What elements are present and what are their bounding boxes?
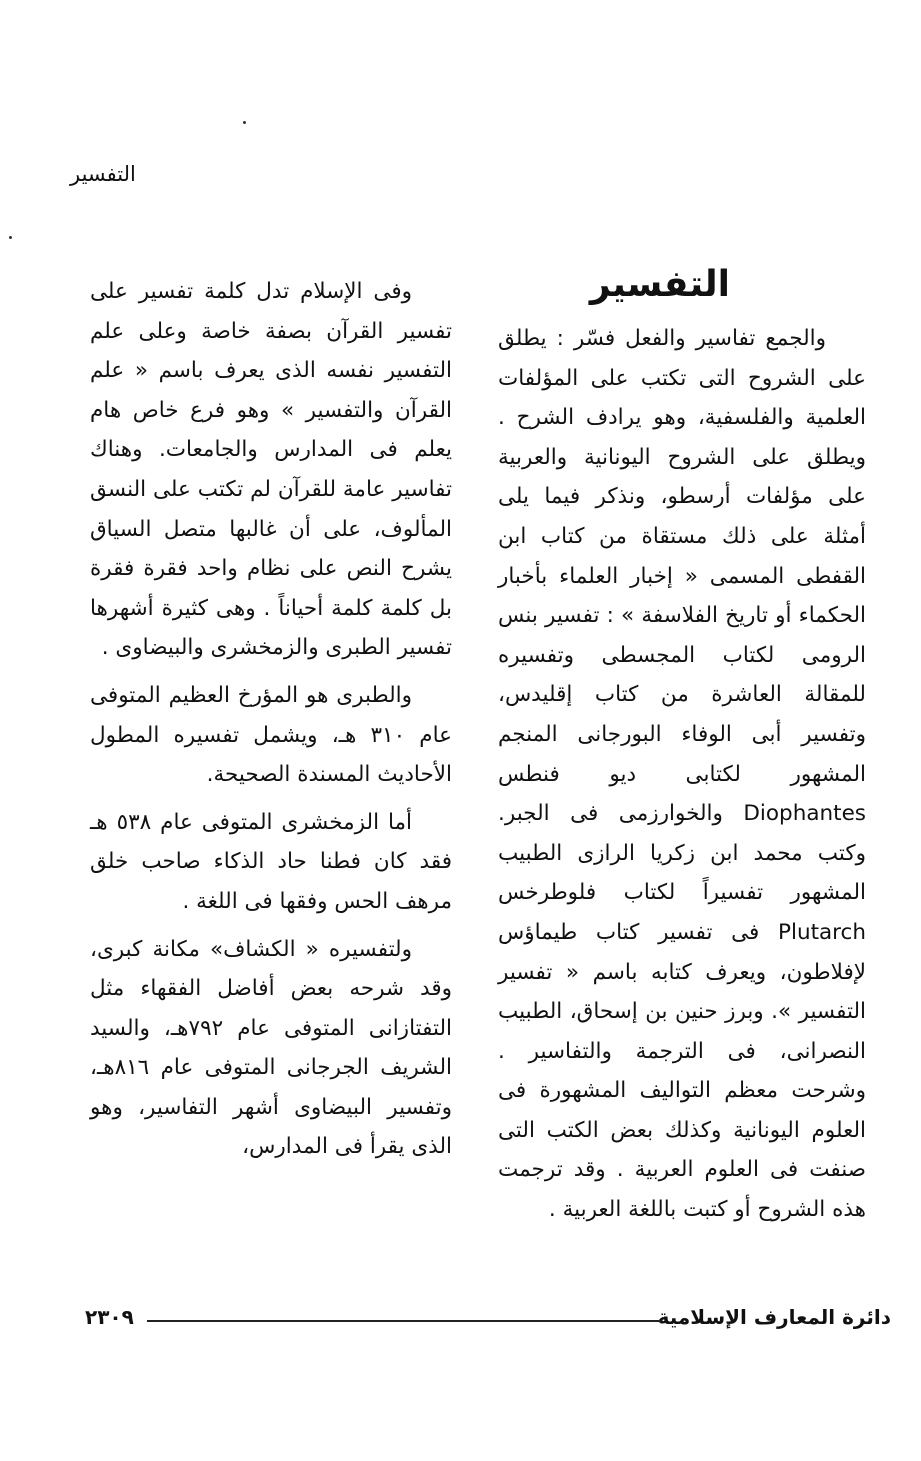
article-title: التفسير: [589, 264, 730, 305]
paragraph: والجمع تفاسير والفعل فسّر : يطلق على الشروح التى تكتب على المؤلفات العلمية والفلسفية، وهو يرادف الشرح . ويطلق على الشروح اليونانية والعربية على مؤلفات أرسطو، ونذكر فيما يلى أمثلة على ذلك مستقاة من كتاب ابن القفطى المسمى « إخبار العلماء بأخبار الحكماء أو تاريخ الفلاسفة » : تفسير بنس الرومى لكتاب المجسطى وتفسيره للمقالة العاشرة من كتاب إقليدس، وتفسير أبى الوفاء البورجانى المنجم المشهور لكتابى ديو فنطس Diophantes والخوارزمى فى الجبر. وكتب محمد ابن زكريا الرازى الطبيب المشهور تفسيراً لكتاب فلوطرخس Plutarch فى تفسير كتاب طيماؤس لإفلاطون، ويعرف كتابه باسم « تفسير التفسير ». وبرز حنين بن إسحاق، الطبيب النصرانى، فى الترجمة والتفاسير . وشرحت معظم التواليف المشهورة فى العلوم اليونانية وكذلك بعض الكتب التى صنفت فى العلوم العربية . وقد ترجمت هذه الشروح أو كتبت باللغة العربية .: [498, 326, 866, 1223]
right-column: [498, 255, 866, 1238]
journal-title: دائرة المعارف الإسلامية: [657, 1305, 891, 1329]
paragraph: والطبرى هو المؤرخ العظيم المتوفى عام ٣١٠ هـ، ويشمل تفسيره المطول الأحاديث المسندة الصحيحة.: [90, 682, 452, 788]
left-column: [90, 272, 452, 1175]
paragraph: وفى الإسلام تدل كلمة تفسير على تفسير القرآن بصفة خاصة وعلى علم التفسير نفسه الذى يعرف باسم « علم القرآن والتفسير » وهو فرع خاص هام يعلم فى المدارس والجامعات. وهناك تفاسير عامة للقرآن لم تكتب على النسق المألوف، على أن غالبها متصل السياق يشرح النص على نظام واحد فقرة فقرة بل كلمة كلمة أحياناً . وهى كثيرة أشهرها تفسير الطبرى والزمخشرى والبيضاوى .: [90, 279, 452, 661]
paragraph: أما الزمخشرى المتوفى عام ٥٣٨ هـ فقد كان فطنا حاد الذكاء صاحب خلق مرهف الحس وفقها فى اللغة .: [90, 809, 452, 914]
page-number: ٢٣٠٩: [85, 1305, 134, 1329]
scan-speck: [243, 121, 246, 124]
scan-speck: [9, 236, 12, 239]
paragraph: ولتفسيره « الكشاف» مكانة كبرى، وقد شرحه بعض أفاضل الفقهاء مثل التفتازانى المتوفى عام ٧٩٢هـ، والسيد الشريف الجرجانى المتوفى عام ٨١٦هـ، وتفسير البيضاوى أشهر التفاسير، وهو الذى يقرأ فى المدارس،: [90, 936, 452, 1160]
running-head: التفسير: [70, 162, 136, 186]
page-footer: [85, 1305, 891, 1335]
footer-rule: [147, 1320, 661, 1322]
